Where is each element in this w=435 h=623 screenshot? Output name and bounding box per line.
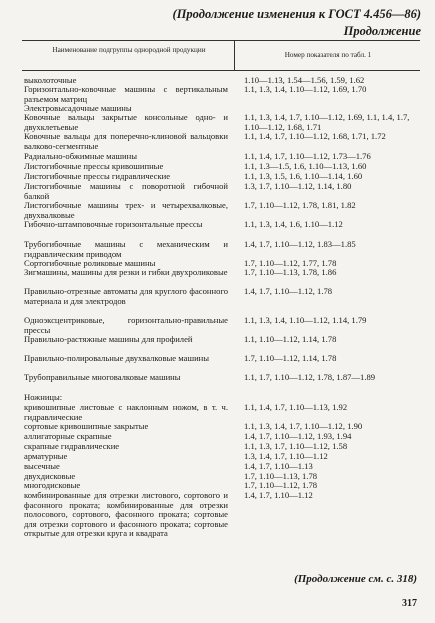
row-value: 1.3, 1.4, 1.7, 1.10—1.12 <box>244 451 328 461</box>
row-name: Листогибочные машины с поворотной гибочной балкой <box>24 181 228 201</box>
row-value: 1.1, 1.3—1.5, 1.6, 1.10—1.13, 1.60 <box>244 161 367 171</box>
table-header-divider <box>234 40 235 70</box>
row-value: 1.1, 1.3, 1.4, 1.7, 1.10—1.12, 1.69, 1.1, 1.4, 1.7, 1.10—1.12, 1.68, 1.71 <box>244 112 410 132</box>
row-name: многодисковые <box>24 480 81 490</box>
row-name: Гибочно-штамповочные горизонтальные прессы <box>24 219 203 229</box>
row-value: 1.7, 1.10—1.12, 1.78 <box>244 480 318 490</box>
table-header-rule <box>22 70 420 71</box>
row-name: Листогибочные прессы кривошипные <box>24 161 164 171</box>
header-continuation: Продолжение <box>343 24 421 38</box>
row-value: 1.4, 1.7, 1.10—1.12, 1.83—1.85 <box>244 239 356 249</box>
continuation-note: (Продолжение см. с. 318) <box>294 573 417 585</box>
row-name: высечные <box>24 461 60 471</box>
page-number: 317 <box>402 598 417 609</box>
row-value: 1.3, 1.7, 1.10—1.12, 1.14, 1.80 <box>244 181 352 191</box>
row-name: Правильно-полировальные двухвалковые машины <box>24 353 210 363</box>
column-header-indicator-number: Номер показателя по табл. 1 <box>284 51 372 59</box>
row-name: Горизонтально-ковочные машины с вертикальным разъемом матриц <box>24 84 228 104</box>
row-value: 1.1, 1.4, 1.7, 1.10—1.12, 1.68, 1.71, 1.72 <box>244 131 386 141</box>
row-value: 1.7, 1.10—1.12, 1.77, 1.78 <box>244 258 337 268</box>
row-name: Ковочные вальцы для поперечно-клиновой вальцовки валково-сегментные <box>24 131 228 151</box>
row-name: Правильно-отрезные автоматы для круглого фасонного материала и для электродов <box>24 286 228 306</box>
row-value: 1.1, 1.7, 1.10—1.12, 1.78, 1.87—1.89 <box>244 372 376 382</box>
row-name: Одноэксцентриковые, горизонтально-правильные прессы <box>24 315 228 335</box>
row-name: выколоточные <box>24 75 77 85</box>
row-value: 1.7, 1.10—1.13, 1.78, 1.86 <box>244 267 337 277</box>
row-name: комбинированные для отрезки листового, сортового и фасонного проката; комбинированные для отрезки полосового, сортового, фасонного проката; сортовые для отрезки сортового и фасонного проката; сортовые открытые для отрезки круга и квадрата <box>24 490 228 538</box>
row-value: 1.1, 1.3, 1.4, 1.10—1.12, 1.69, 1.70 <box>244 84 367 94</box>
row-value: 1.4, 1.7, 1.10—1.13 <box>244 461 313 471</box>
row-name: Сортогибочные роликовые машины <box>24 258 156 268</box>
row-value: 1.1, 1.4, 1.7, 1.10—1.12, 1.73—1.76 <box>244 151 371 161</box>
row-name: Трубогибочные машины с механическим и гидравлическим приводом <box>24 239 228 259</box>
row-value: 1.1, 1.3, 1.7, 1.10—1.12, 1.58 <box>244 441 348 451</box>
row-value: 1.10—1.13, 1.54—1.56, 1.59, 1.62 <box>244 75 365 85</box>
row-name: Правильно-растяжные машины для профилей <box>24 334 193 344</box>
row-name: арматурные <box>24 451 68 461</box>
row-name: кривошипные листовые с наклонным ножом, в т. ч. гидравлические <box>24 402 228 422</box>
row-value: 1.7, 1.10—1.13, 1.78 <box>244 471 318 481</box>
row-name: Ножницы: <box>24 392 63 402</box>
row-name: двухдисковые <box>24 471 76 481</box>
header-amendment-title: (Продолжение изменения к ГОСТ 4.456—86) <box>172 7 421 21</box>
row-name: скрапные гидравлические <box>24 441 120 451</box>
row-name: Листогибочные машины трех- и четырехвалковые, двухвалковые <box>24 200 228 220</box>
row-name: Листогибочные прессы гидравлические <box>24 171 171 181</box>
table-top-rule <box>22 40 420 41</box>
row-value: 1.1, 1.3, 1.4, 1.7, 1.10—1.12, 1.90 <box>244 421 363 431</box>
row-name: сортовые кривошипные закрытые <box>24 421 149 431</box>
row-value: 1.1, 1.10—1.12, 1.14, 1.78 <box>244 334 337 344</box>
row-value: 1.4, 1.7, 1.10—1.12, 1.78 <box>244 286 333 296</box>
row-value: 1.4, 1.7, 1.10—1.12 <box>244 490 313 500</box>
row-name: Трубоправильные многовалковые машины <box>24 372 181 382</box>
row-name: Электровысадочные машины <box>24 103 132 113</box>
row-name: Зигмашины, машины для резки и гибки двухроликовые <box>24 267 228 277</box>
row-value: 1.1, 1.3, 1.5, 1.6, 1.10—1.14, 1.60 <box>244 171 363 181</box>
row-name: аллигаторные скрапные <box>24 431 112 441</box>
row-value: 1.4, 1.7, 1.10—1.12, 1.93, 1.94 <box>244 431 352 441</box>
row-name: Радиально-обжимные машины <box>24 151 137 161</box>
column-header-product-subgroup: Наименование подгруппы однородной продукции <box>52 46 206 54</box>
row-value: 1.1, 1.3, 1.4, 1.6, 1.10—1.12 <box>244 219 343 229</box>
row-value: 1.1, 1.4, 1.7, 1.10—1.13, 1.92 <box>244 402 348 412</box>
row-name: Ковочные вальцы закрытые консольные одно- и двухклетьевые <box>24 112 228 132</box>
row-value: 1.7, 1.10—1.12, 1.78, 1.81, 1.82 <box>244 200 356 210</box>
row-value: 1.7, 1.10—1.12, 1.14, 1.78 <box>244 353 337 363</box>
row-value: 1.1, 1.3, 1.4, 1.10—1.12, 1.14, 1.79 <box>244 315 367 325</box>
